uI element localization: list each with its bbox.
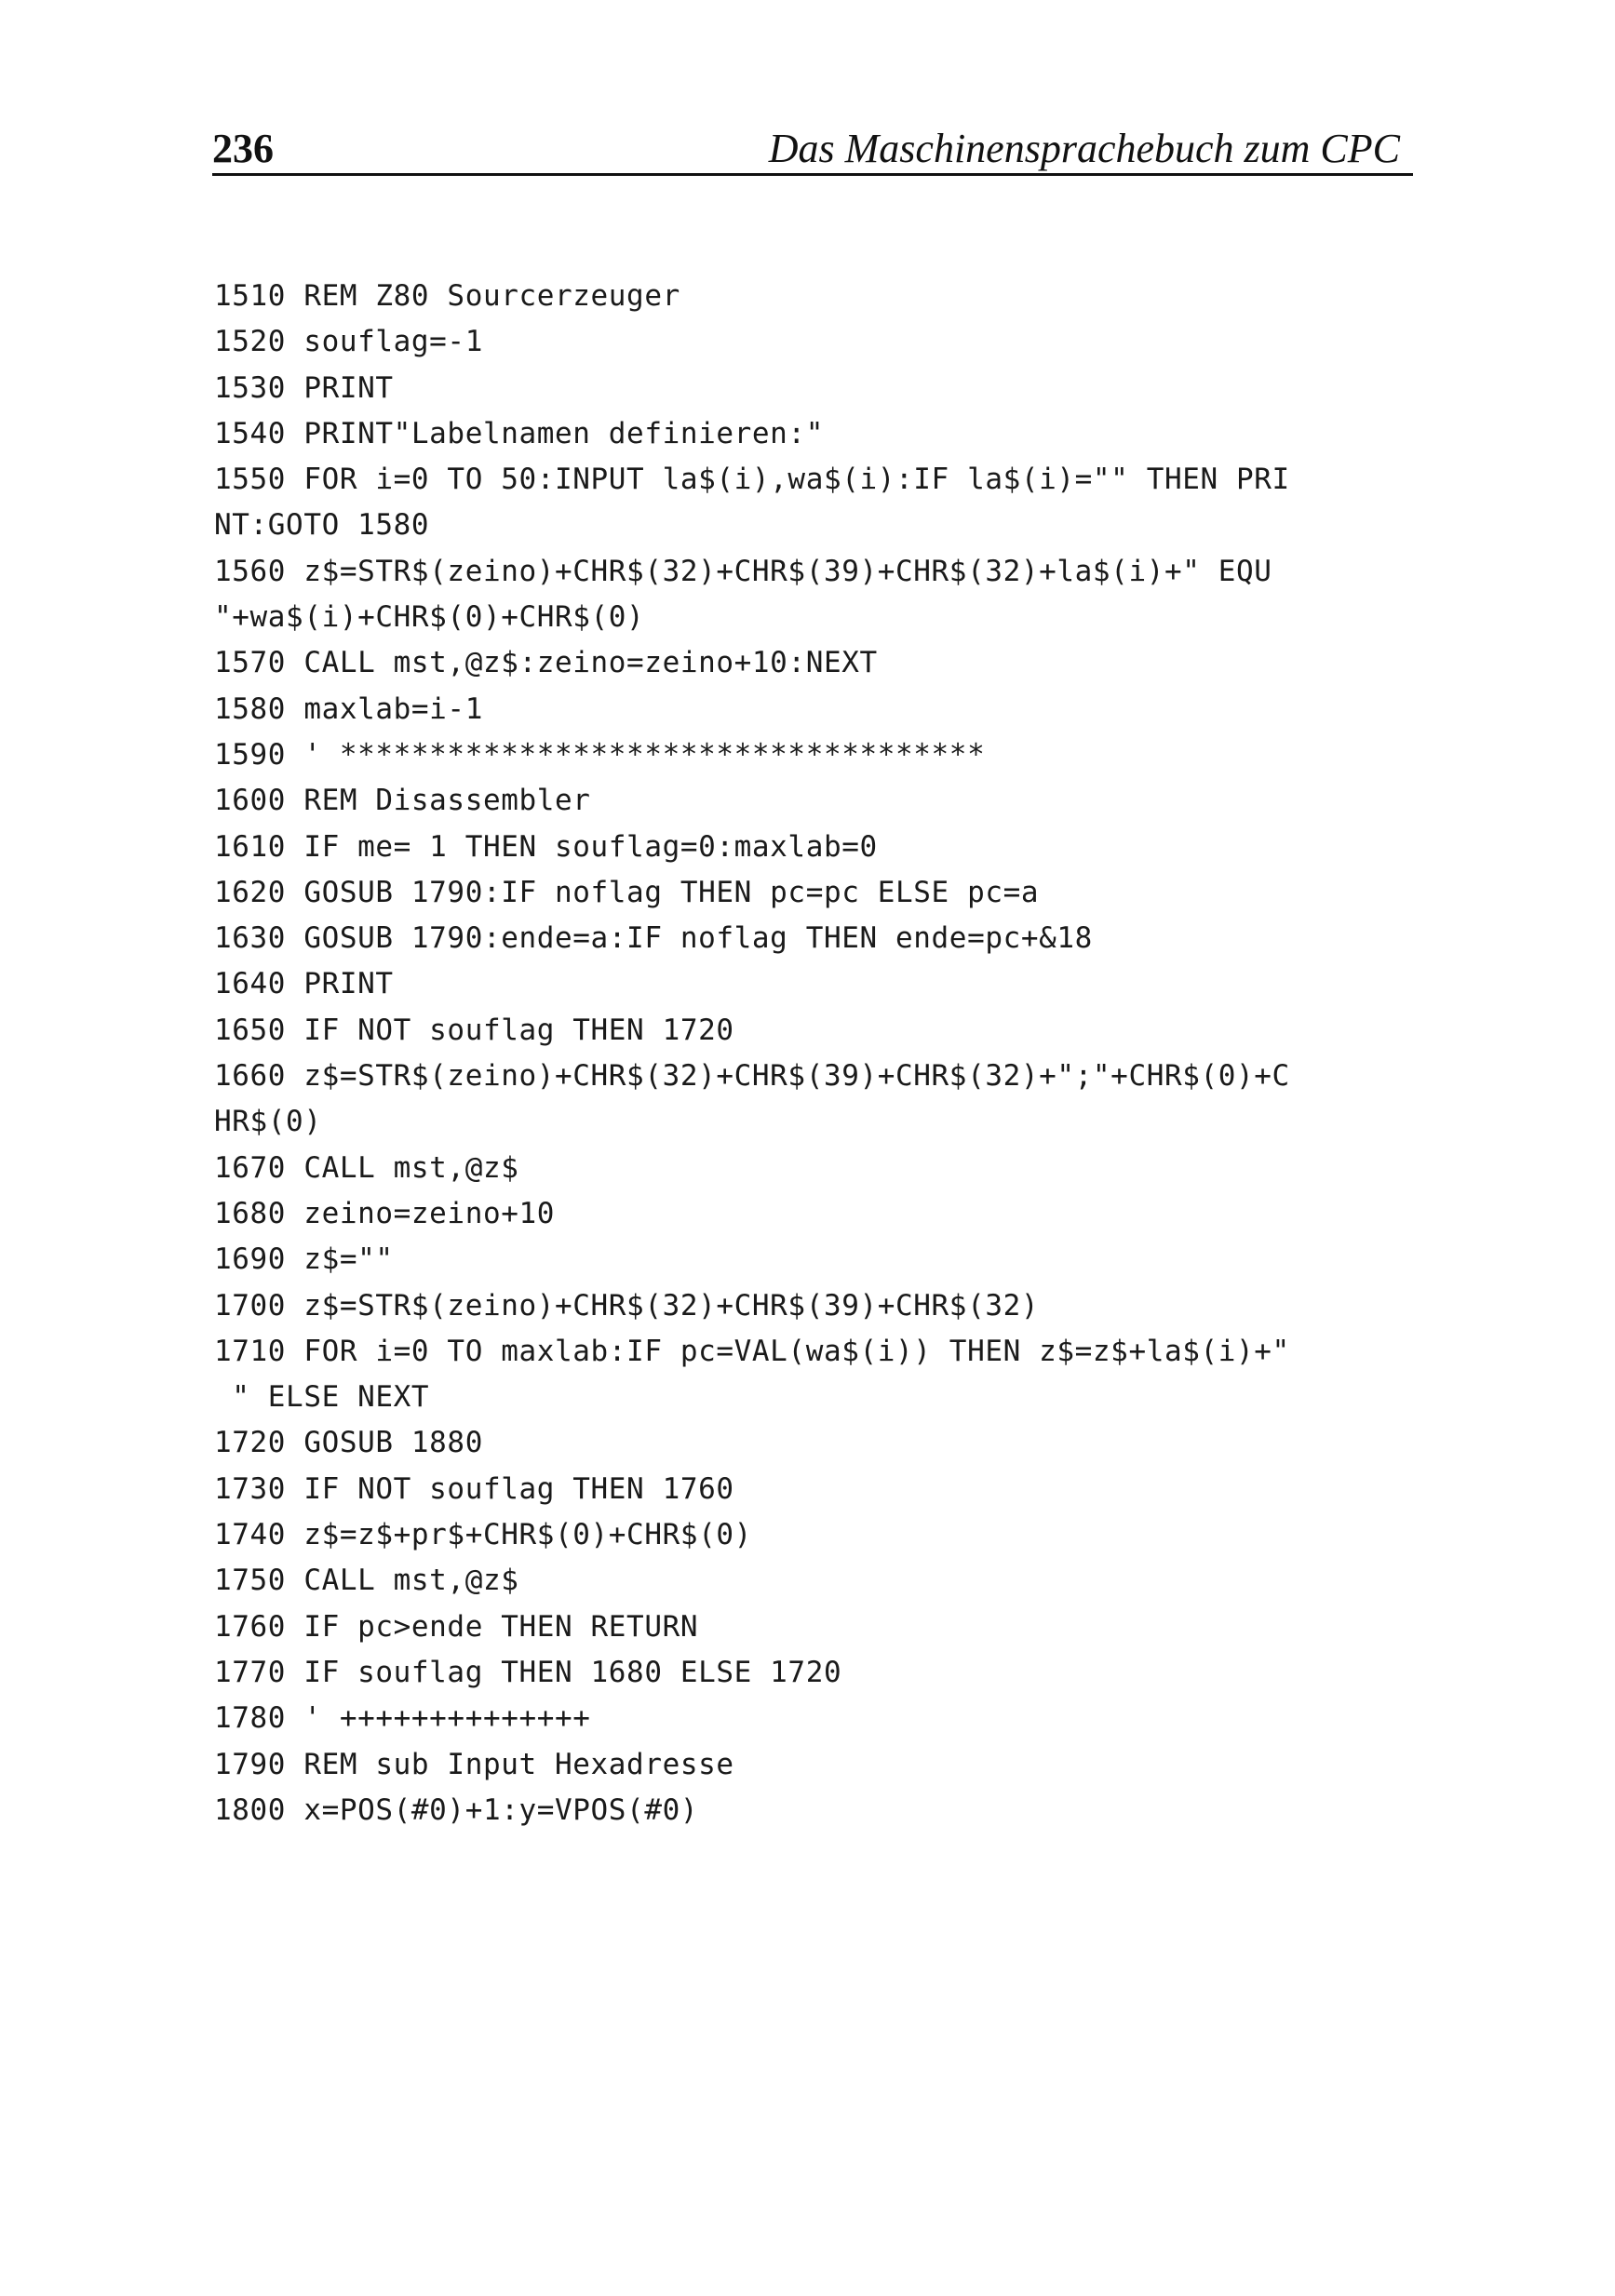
code-line: 1720 GOSUB 1880	[214, 1426, 483, 1460]
code-line: 1770 IF souflag THEN 1680 ELSE 1720	[214, 1655, 842, 1689]
code-line: 1690 z$=""	[214, 1242, 394, 1277]
code-line: 1610 IF me= 1 THEN souflag=0:maxlab=0	[214, 829, 878, 864]
code-line: 1630 GOSUB 1790:ende=a:IF noflag THEN ende=pc+&18	[214, 921, 1093, 956]
basic-listing	[214, 274, 1461, 1833]
code-line: 1700 z$=STR$(zeino)+CHR$(32)+CHR$(39)+CHR$(32)	[214, 1288, 1040, 1323]
code-line: 1600 REM Disassembler	[214, 784, 591, 818]
code-line: 1550 FOR i=0 TO 50:INPUT la$(i),wa$(i):IF la$(i)="" THEN PRI	[214, 463, 1290, 497]
page-number: 236	[212, 126, 274, 171]
code-line: 1540 PRINT"Labelnamen definieren:"	[214, 416, 824, 450]
code-line: 1530 PRINT	[214, 370, 394, 405]
code-line: 1760 IF pc>ende THEN RETURN	[214, 1609, 699, 1644]
code-line: 1680 zeino=zeino+10	[214, 1196, 556, 1230]
code-line: 1560 z$=STR$(zeino)+CHR$(32)+CHR$(39)+CHR$(32)+la$(i)+" EQU	[214, 554, 1272, 588]
code-line: 1740 z$=z$+pr$+CHR$(0)+CHR$(0)	[214, 1518, 752, 1552]
code-line: 1640 PRINT	[214, 967, 394, 1001]
code-line: 1790 REM sub Input Hexadresse	[214, 1747, 734, 1781]
code-line: 1730 IF NOT souflag THEN 1760	[214, 1471, 734, 1506]
page-header	[212, 119, 1413, 179]
header-rule	[212, 173, 1413, 176]
code-line: 1650 IF NOT souflag THEN 1720	[214, 1013, 734, 1047]
code-line: 1800 x=POS(#0)+1:y=VPOS(#0)	[214, 1792, 699, 1827]
code-line: 1660 z$=STR$(zeino)+CHR$(32)+CHR$(39)+CHR$(32)+";"+CHR$(0)+C	[214, 1059, 1290, 1094]
code-line: 1710 FOR i=0 TO maxlab:IF pc=VAL(wa$(i)) THEN z$=z$+la$(i)+"	[214, 1334, 1290, 1368]
code-line: 1780 ' ++++++++++++++	[214, 1701, 591, 1736]
code-line: 1510 REM Z80 Sourcerzeuger	[214, 279, 680, 313]
code-line: HR$(0)	[214, 1105, 322, 1139]
code-line: "+wa$(i)+CHR$(0)+CHR$(0)	[214, 600, 645, 635]
code-line: 1620 GOSUB 1790:IF noflag THEN pc=pc ELSE pc=a	[214, 875, 1040, 909]
code-line: 1750 CALL mst,@z$	[214, 1564, 519, 1598]
code-line: 1520 souflag=-1	[214, 325, 483, 359]
code-line: 1590 ' ************************************	[214, 737, 986, 772]
code-line: " ELSE NEXT	[214, 1380, 430, 1415]
running-title: Das Maschinensprachebuch zum CPC	[768, 126, 1400, 171]
code-line: 1580 maxlab=i-1	[214, 691, 483, 726]
code-line: 1570 CALL mst,@z$:zeino=zeino+10:NEXT	[214, 646, 878, 680]
code-line: 1670 CALL mst,@z$	[214, 1150, 519, 1185]
code-line: NT:GOTO 1580	[214, 508, 430, 543]
